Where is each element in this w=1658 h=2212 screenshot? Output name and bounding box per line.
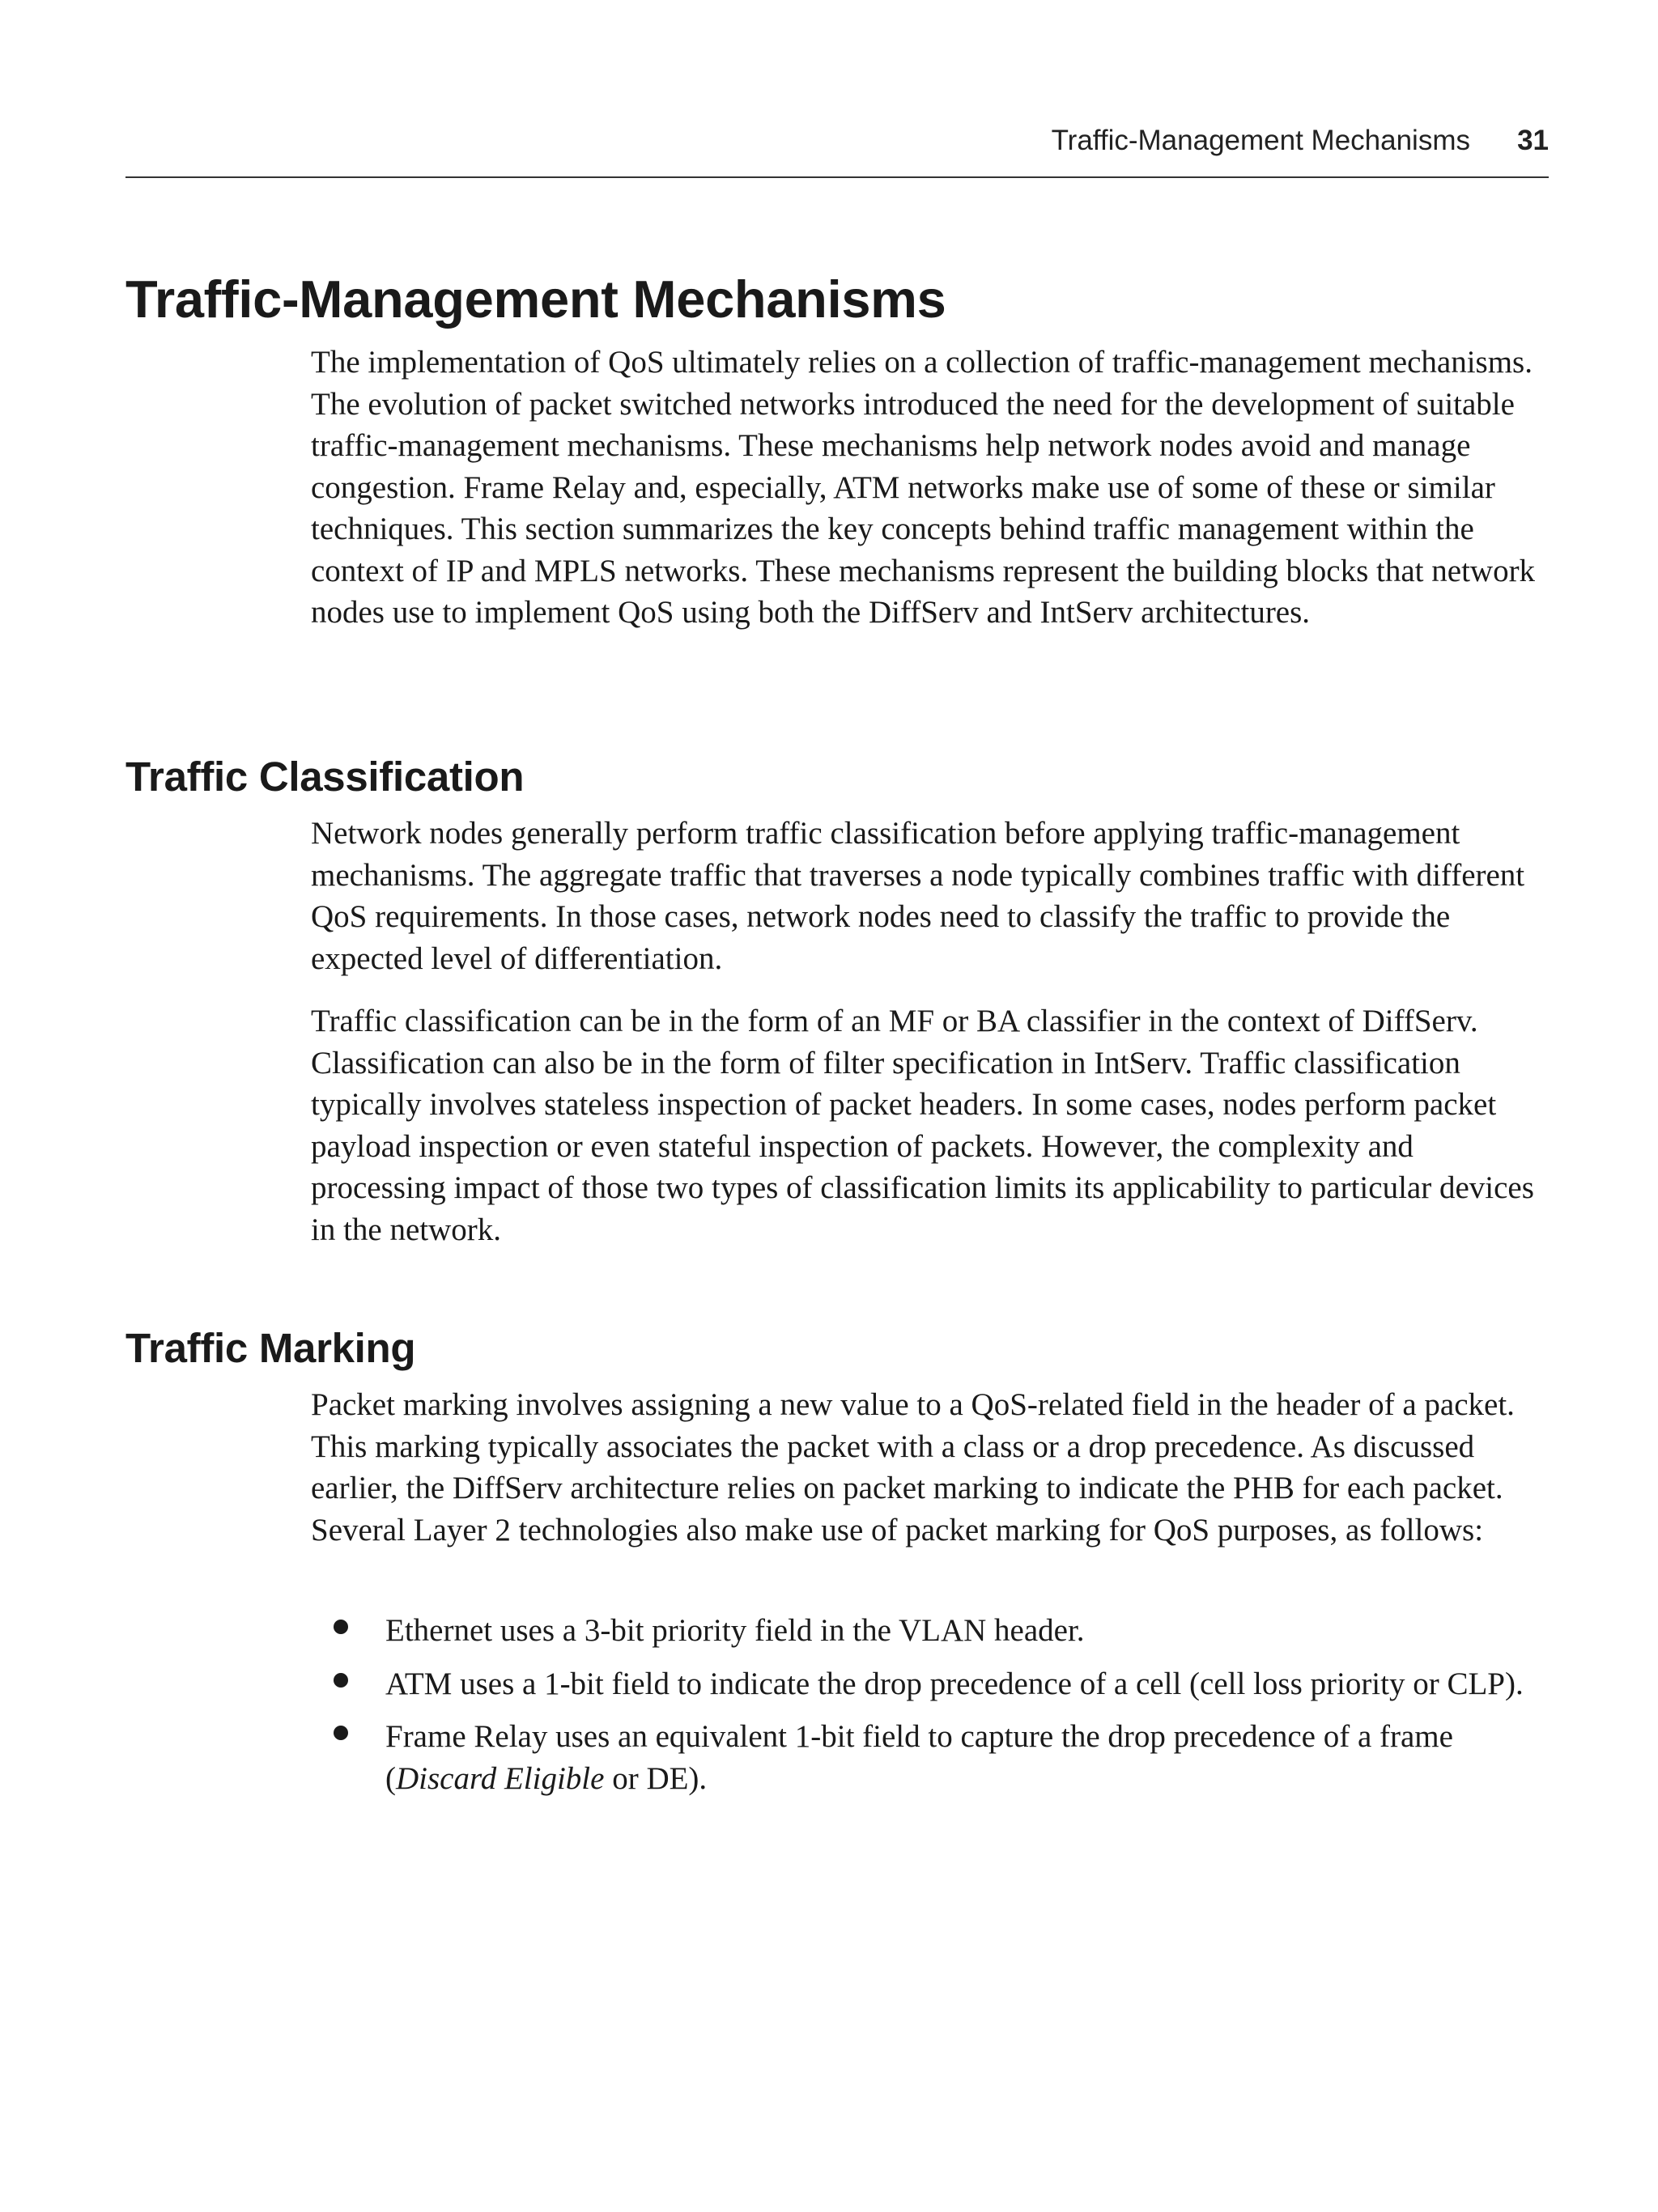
paragraph-mechanisms-intro: The implementation of QoS ultimately relies on a collection of traffic-management mechanisms. The evolution of packet switched networks introduced the need for the development of suitable traffic-management mechanisms. These mechanisms help network nodes avoid and manage congestion. Frame Relay and, especially, ATM networks make use of some of these or similar techniques. This section summarizes the key concepts behind traffic management within the context of IP and MPLS networks. These mechanisms represent the building blocks that network nodes use to implement QoS using both the DiffServ and IntServ architectures.: [311, 345, 1536, 630]
bullet-text-after: or DE).: [604, 1760, 708, 1796]
section-heading-marking: Traffic Marking: [125, 1325, 416, 1371]
bullet-item: [311, 1610, 1548, 1652]
bullet-icon: [334, 1673, 348, 1688]
section-heading-classification: Traffic Classification: [125, 754, 525, 800]
bullet-text: ATM uses a 1-bit field to indicate the drop precedence of a cell (cell loss priority or CLP).: [385, 1666, 1524, 1701]
paragraph-classification-2: Traffic classification can be in the form of an MF or BA classifier in the context of DiffServ. Classification can also be in the form of filter specification in IntServ. Traffic classification typically involves stateless inspection of packet headers. In some cases, nodes perform packet payload inspection or even stateful inspection of packets. However, the complexity and processing impact of those two types of classification limits its applicability to particular devices in the network.: [311, 1004, 1534, 1247]
paragraph-classification-1: Network nodes generally perform traffic classification before applying traffic-management mechanisms. The aggregate traffic that traverses a node typically combines traffic with different QoS requirements. In those cases, network nodes need to classify the traffic to provide the expected level of differentiation.: [311, 816, 1525, 976]
page-number: 31: [1517, 125, 1549, 156]
bullet-text: [385, 1719, 1453, 1796]
bullet-item: [311, 1663, 1548, 1705]
marking-bullet-list: [311, 1610, 1548, 1811]
bullet-text: Ethernet uses a 3-bit priority field in the VLAN header.: [385, 1613, 1085, 1648]
running-head: [125, 120, 1549, 178]
bullet-item: [311, 1716, 1548, 1799]
bullet-icon: [334, 1620, 348, 1634]
section-heading-mechanisms: Traffic-Management Mechanisms: [125, 270, 946, 329]
running-head-title: Traffic-Management Mechanisms: [1051, 125, 1470, 156]
discard-eligible-term: Discard Eligible: [396, 1760, 605, 1796]
bullet-icon: [334, 1726, 348, 1740]
bullet-text-before: Frame Relay uses an equivalent 1-bit field to capture the drop precedence of a frame (: [385, 1719, 1453, 1796]
paragraph-marking-intro: Packet marking involves assigning a new value to a QoS-related field in the header of a packet. This marking typically associates the packet with a class or a drop precedence. As discussed earlier, the DiffServ architecture relies on packet marking to indicate the PHB for each packet. Several Layer 2 technologies also make use of packet marking for QoS purposes, as follows:: [311, 1387, 1515, 1548]
